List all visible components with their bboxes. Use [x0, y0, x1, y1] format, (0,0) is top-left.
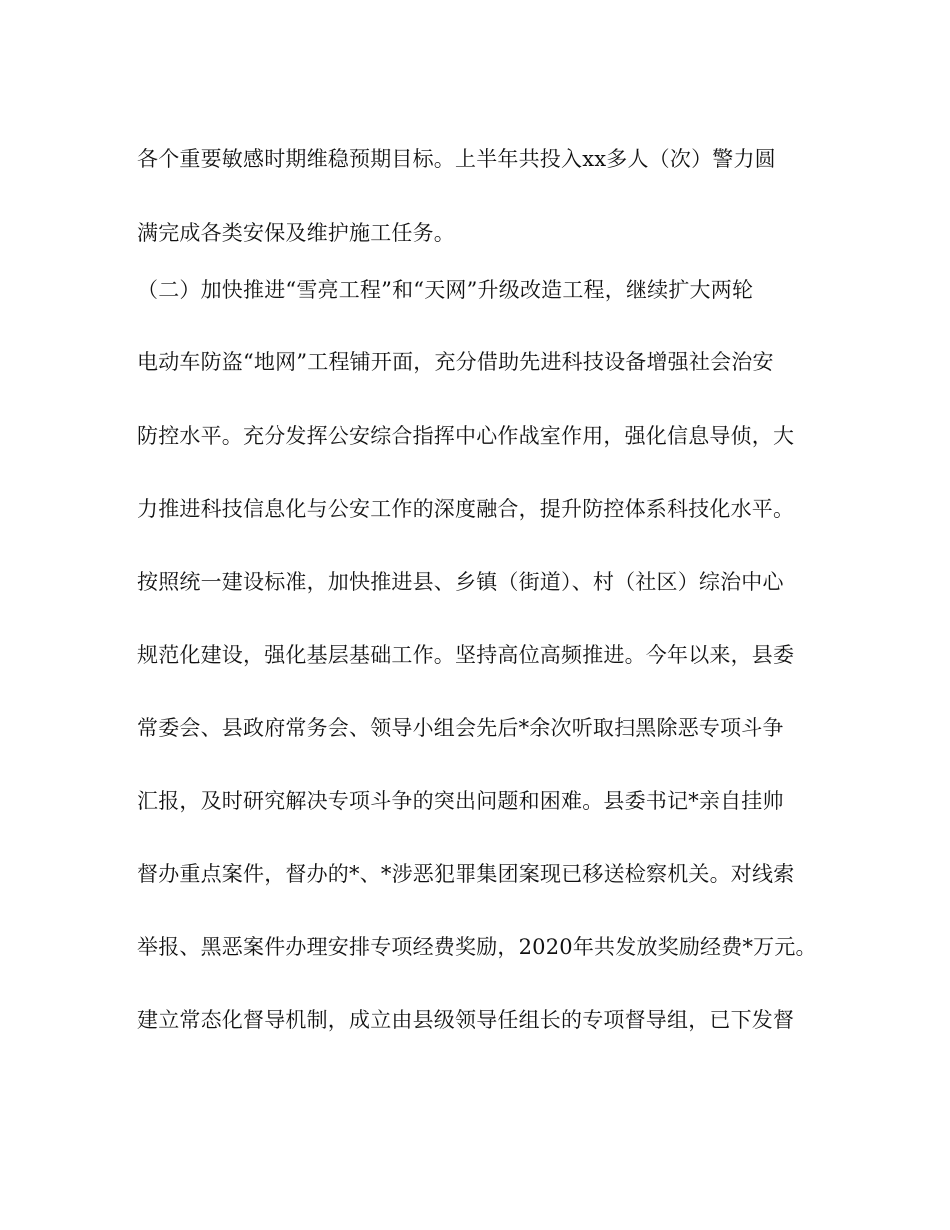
- text-line: 建立常态化督导机制，成立由县级领导任组长的专项督导组，已下发督: [137, 1008, 795, 1032]
- text-line: 按照统一建设标准，加快推进县、乡镇（街道）、村（社区）综治中心: [137, 570, 784, 594]
- text-line: 常委会、县政府常务会、领导小组会先后*余次听取扫黑除恶专项斗争: [137, 716, 784, 740]
- text-line: 督办重点案件，督办的*、*涉恶犯罪集团案现已移送检察机关。对线索: [137, 862, 795, 886]
- text-line: 举报、黑恶案件办理安排专项经费奖励，2020年共发放奖励经费*万元。: [137, 935, 817, 959]
- text-line: 电动车防盗“地网”工程铺开面，充分借助先进科技设备增强社会治安: [137, 350, 774, 374]
- text-line: 满完成各类安保及维护施工任务。: [137, 221, 455, 245]
- text-line: 防控水平。充分发挥公安综合指挥中心作战室作用，强化信息导侦，大: [137, 424, 795, 448]
- text-line: 规范化建设，强化基层基础工作。坚持高位高频推进。今年以来，县委: [137, 643, 795, 667]
- text-line: 汇报，及时研究解决专项斗争的突出问题和困难。县委书记*亲自挂帅: [137, 789, 784, 813]
- text-line: 各个重要敏感时期维稳预期目标。上半年共投入xx多人（次）警力圆: [137, 147, 776, 171]
- text-line: 力推进科技信息化与公安工作的深度融合，提升防控体系科技化水平。: [137, 497, 795, 521]
- text-line: （二）加快推进“雪亮工程”和“天网”升级改造工程，继续扩大两轮: [137, 278, 754, 302]
